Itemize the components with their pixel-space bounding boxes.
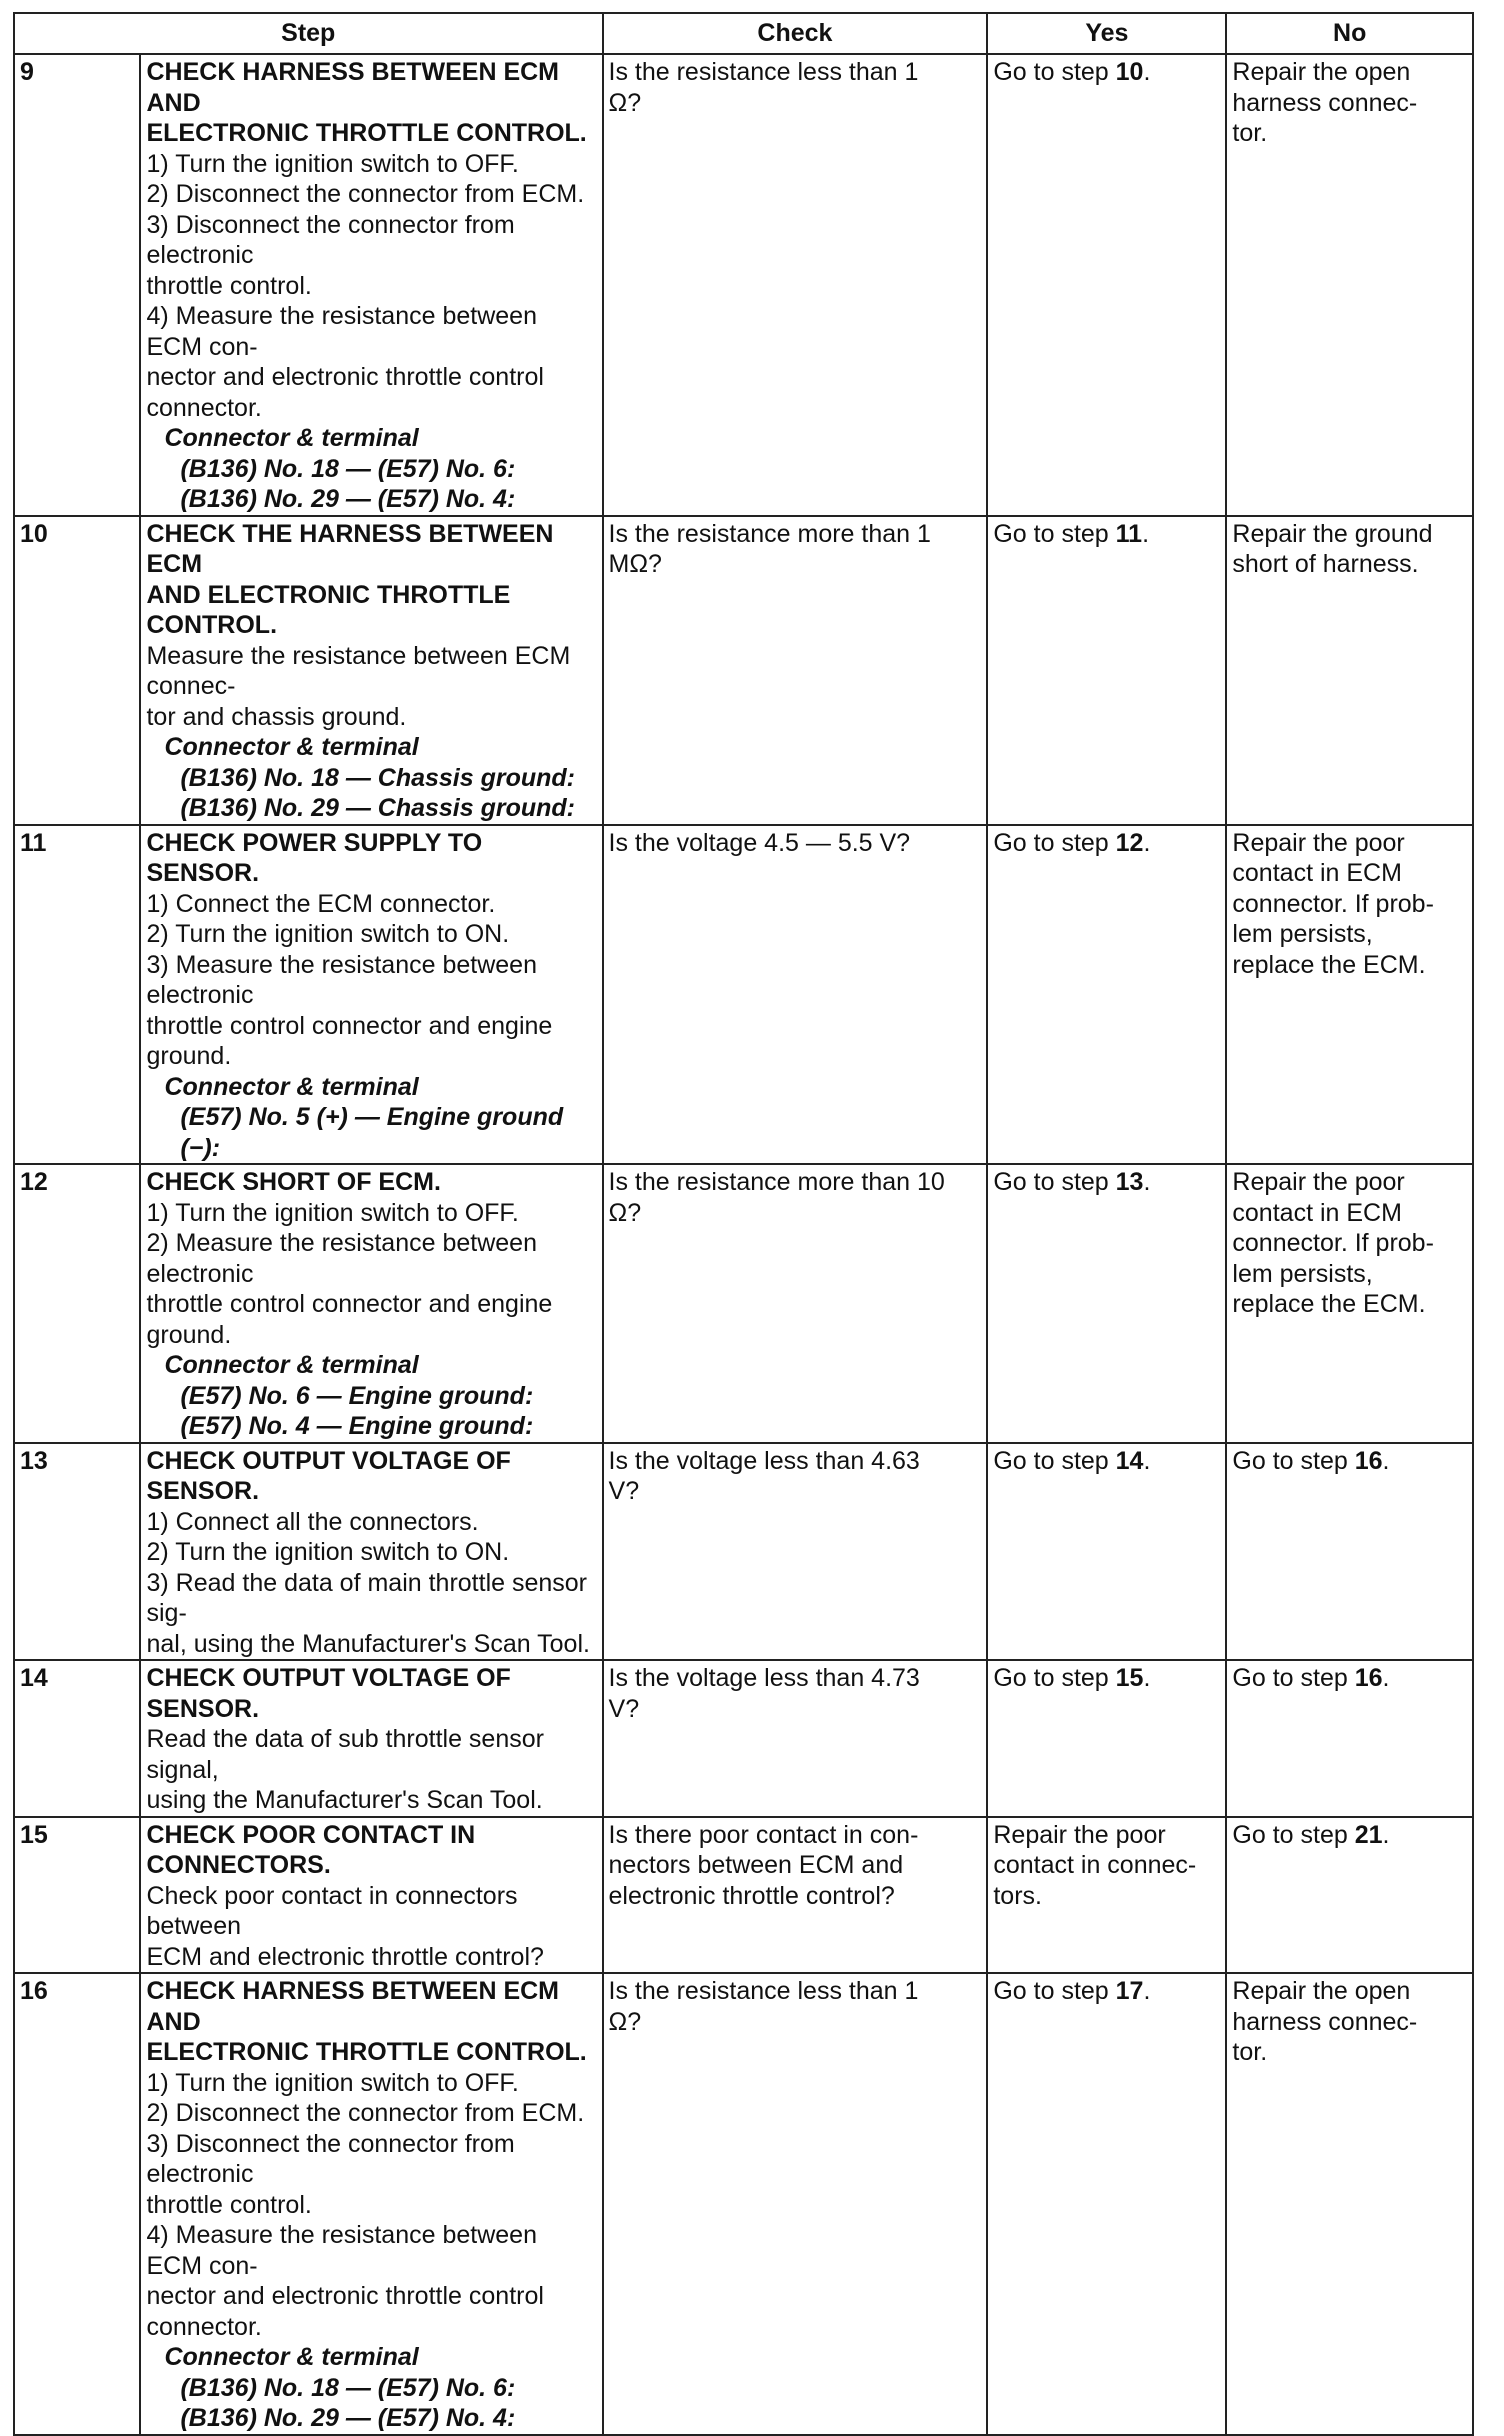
yes-action <box>987 1164 1226 1443</box>
yes-action <box>987 1660 1226 1817</box>
no-text: Go to step <box>1232 1446 1355 1475</box>
table-body <box>14 54 1473 2435</box>
no-line: Repair the poor <box>1232 1168 1405 1196</box>
yes-text: Go to step <box>993 519 1116 548</box>
step-title: CHECK OUTPUT VOLTAGE OF SENSOR. <box>146 1664 511 1723</box>
yes-line <box>993 1976 1220 2007</box>
step-number: 12 <box>14 1164 140 1443</box>
no-line: connector. If prob- <box>1232 1229 1434 1257</box>
yes-end: . <box>1143 1446 1151 1475</box>
header-check: Check <box>603 13 988 54</box>
no-line: tor. <box>1232 119 1268 147</box>
step-title: AND ELECTRONIC THROTTLE CONTROL. <box>146 580 511 639</box>
no-line: short of harness. <box>1232 550 1419 578</box>
yes-end: . <box>1143 1977 1151 2005</box>
step-instruction: nal, using the Manufacturer's Scan Tool. <box>146 1629 590 1658</box>
step-instruction: 2) Measure the resistance between electronic <box>146 1229 537 1288</box>
no-line: contact in ECM <box>1232 859 1402 887</box>
no-end: . <box>1382 1664 1390 1692</box>
step-instruction: 2) Disconnect the connector from ECM. <box>146 180 585 208</box>
yes-line <box>993 1446 1220 1477</box>
yes-line <box>993 828 1220 859</box>
step-procedure <box>140 54 602 516</box>
yes-end: . <box>1143 58 1151 86</box>
step-procedure <box>140 516 602 825</box>
step-instruction: throttle control. <box>146 2190 312 2219</box>
check-line: Ω? <box>608 1198 642 1227</box>
step-instruction: throttle control connector and engine ground. <box>146 1290 553 1349</box>
no-end: . <box>1382 1820 1390 1849</box>
check-question <box>603 1817 988 1974</box>
step-number: 15 <box>14 1817 140 1974</box>
check-question <box>603 1973 988 2435</box>
no-line: Repair the open <box>1232 58 1411 86</box>
step-procedure <box>140 1660 602 1817</box>
check-line: Ω? <box>608 2007 642 2036</box>
step-instruction: 4) Measure the resistance between ECM con- <box>146 302 537 361</box>
step-instruction: throttle control. <box>146 271 312 300</box>
yes-action <box>987 1443 1226 1661</box>
step-number: 10 <box>14 516 140 825</box>
step-number: 13 <box>14 1443 140 1661</box>
step-instruction: 4) Measure the resistance between ECM con- <box>146 2221 537 2280</box>
step-number: 11 <box>14 825 140 1165</box>
step-procedure <box>140 1817 602 1974</box>
check-line: Is the resistance more than 1 <box>608 519 931 548</box>
yes-line <box>993 1167 1220 1198</box>
no-line: replace the ECM. <box>1232 1290 1426 1318</box>
yes-line: tors. <box>993 1881 1042 1910</box>
check-question <box>603 1660 988 1817</box>
no-line: tor. <box>1232 2038 1268 2066</box>
yes-line <box>993 57 1220 88</box>
no-line: connector. If prob- <box>1232 889 1434 918</box>
step-instruction: 3) Disconnect the connector from electronic <box>146 210 515 269</box>
table-row <box>14 825 1473 1165</box>
check-line: Is the voltage 4.5 — 5.5 V? <box>608 828 911 857</box>
table-row <box>14 1164 1473 1443</box>
connector-terminal: (E57) No. 6 — Engine ground: <box>180 1381 534 1410</box>
check-line: Is the resistance less than 1 <box>608 1977 919 2005</box>
connector-terminal: (B136) No. 29 — (E57) No. 4: <box>180 485 516 513</box>
yes-line <box>993 1663 1220 1694</box>
yes-line: Repair the poor <box>993 1820 1166 1849</box>
yes-step-ref: 14 <box>1115 1446 1144 1475</box>
step-procedure <box>140 1164 602 1443</box>
step-instruction: Measure the resistance between ECM connec- <box>146 641 571 700</box>
yes-step-ref: 13 <box>1115 1168 1144 1196</box>
step-instruction: 1) Turn the ignition switch to OFF. <box>146 2068 519 2097</box>
no-action <box>1226 54 1473 516</box>
step-instruction: 3) Disconnect the connector from electronic <box>146 2129 515 2188</box>
yes-text: Go to step <box>993 1446 1116 1475</box>
yes-text: Go to step <box>993 1977 1116 2005</box>
yes-step-ref: 15 <box>1115 1664 1144 1692</box>
connector-heading: Connector & terminal <box>164 1072 419 1101</box>
no-action <box>1226 1817 1473 1974</box>
step-title: CHECK OUTPUT VOLTAGE OF SENSOR. <box>146 1446 511 1505</box>
step-number: 9 <box>14 54 140 516</box>
yes-action <box>987 516 1226 825</box>
yes-text: Go to step <box>993 1664 1116 1692</box>
no-line <box>1232 1663 1467 1694</box>
no-action <box>1226 1164 1473 1443</box>
no-line <box>1232 1446 1467 1477</box>
yes-step-ref: 17 <box>1115 1977 1144 2005</box>
header-step: Step <box>14 13 603 54</box>
no-action <box>1226 825 1473 1165</box>
step-instruction: ECM and electronic throttle control? <box>146 1942 544 1971</box>
step-instruction: throttle control connector and engine ground. <box>146 1011 553 1070</box>
step-title: CHECK SHORT OF ECM. <box>146 1168 441 1196</box>
check-line: V? <box>608 1477 640 1505</box>
step-procedure <box>140 1443 602 1661</box>
no-step-ref: 16 <box>1354 1664 1383 1692</box>
step-title: CHECK POWER SUPPLY TO SENSOR. <box>146 828 483 887</box>
step-title: ELECTRONIC THROTTLE CONTROL. <box>146 2038 587 2066</box>
check-line: Is there poor contact in con- <box>608 1820 919 1849</box>
connector-heading: Connector & terminal <box>164 733 419 761</box>
step-instruction: 3) Read the data of main throttle sensor sig- <box>146 1568 588 1627</box>
step-instruction: nector and electronic throttle control connector. <box>146 363 544 422</box>
step-title: CHECK HARNESS BETWEEN ECM AND <box>146 58 560 117</box>
yes-text: Go to step <box>993 1168 1116 1196</box>
yes-text: Go to step <box>993 828 1116 857</box>
yes-end: . <box>1143 1664 1151 1692</box>
step-title: ELECTRONIC THROTTLE CONTROL. <box>146 119 587 147</box>
no-line: harness connec- <box>1232 2007 1418 2036</box>
step-title: CHECK THE HARNESS BETWEEN ECM <box>146 519 554 578</box>
yes-line <box>993 519 1220 550</box>
check-line: MΩ? <box>608 550 662 578</box>
connector-terminal: (E57) No. 4 — Engine ground: <box>180 1412 534 1440</box>
check-line: Is the resistance less than 1 <box>608 58 919 86</box>
yes-action <box>987 1817 1226 1974</box>
no-line: Repair the ground <box>1232 519 1433 548</box>
no-action <box>1226 516 1473 825</box>
step-number: 16 <box>14 1973 140 2435</box>
step-instruction: Read the data of sub throttle sensor signal, <box>146 1725 544 1784</box>
connector-terminal: (B136) No. 18 — (E57) No. 6: <box>180 454 516 483</box>
header-yes: Yes <box>987 13 1226 54</box>
yes-end: . <box>1143 828 1151 857</box>
yes-line: contact in connec- <box>993 1851 1197 1879</box>
connector-heading: Connector & terminal <box>164 1351 419 1379</box>
check-question <box>603 1443 988 1661</box>
step-instruction: tor and chassis ground. <box>146 702 407 731</box>
yes-text: Go to step <box>993 58 1116 86</box>
step-number: 14 <box>14 1660 140 1817</box>
table-row <box>14 1660 1473 1817</box>
no-line: Repair the poor <box>1232 828 1405 857</box>
no-step-ref: 16 <box>1354 1446 1383 1475</box>
yes-action <box>987 1973 1226 2435</box>
connector-terminal: (B136) No. 29 — Chassis ground: <box>180 794 576 822</box>
no-line: harness connec- <box>1232 88 1418 117</box>
table-row <box>14 1973 1473 2435</box>
step-title: CHECK POOR CONTACT IN CONNECTORS. <box>146 1820 476 1879</box>
table-row <box>14 1817 1473 1974</box>
yes-step-ref: 10 <box>1115 58 1144 86</box>
step-instruction: 1) Turn the ignition switch to OFF. <box>146 1198 519 1227</box>
no-action <box>1226 1660 1473 1817</box>
connector-heading: Connector & terminal <box>164 424 419 452</box>
no-line: contact in ECM <box>1232 1198 1402 1227</box>
step-procedure <box>140 825 602 1165</box>
step-title: CHECK HARNESS BETWEEN ECM AND <box>146 1977 560 2036</box>
no-step-ref: 21 <box>1354 1820 1383 1849</box>
step-instruction: 2) Turn the ignition switch to ON. <box>146 920 510 948</box>
no-action <box>1226 1973 1473 2435</box>
check-line: Is the voltage less than 4.63 <box>608 1446 920 1475</box>
check-question <box>603 54 988 516</box>
header-no: No <box>1226 13 1473 54</box>
connector-terminal: (B136) No. 29 — (E57) No. 4: <box>180 2404 516 2432</box>
no-line: lem persists, <box>1232 1259 1373 1288</box>
step-instruction: using the Manufacturer's Scan Tool. <box>146 1786 543 1814</box>
step-instruction: 2) Turn the ignition switch to ON. <box>146 1538 510 1566</box>
no-text: Go to step <box>1232 1820 1355 1849</box>
table-row <box>14 1443 1473 1661</box>
table-row <box>14 516 1473 825</box>
yes-step-ref: 11 <box>1115 519 1143 548</box>
check-question <box>603 825 988 1165</box>
step-instruction: 2) Disconnect the connector from ECM. <box>146 2099 585 2127</box>
diagnostic-table <box>13 12 1474 2436</box>
check-question <box>603 1164 988 1443</box>
check-line: nectors between ECM and <box>608 1851 904 1879</box>
no-action <box>1226 1443 1473 1661</box>
check-line: Ω? <box>608 88 642 117</box>
step-instruction: nector and electronic throttle control connector. <box>146 2282 544 2341</box>
check-line: Is the resistance more than 10 <box>608 1168 945 1196</box>
yes-end: . <box>1142 519 1150 548</box>
no-end: . <box>1382 1446 1390 1475</box>
yes-action <box>987 825 1226 1165</box>
step-instruction: Check poor contact in connectors between <box>146 1881 518 1940</box>
connector-terminal: (B136) No. 18 — Chassis ground: <box>180 763 576 792</box>
header-row <box>14 13 1473 54</box>
step-instruction: 1) Turn the ignition switch to OFF. <box>146 149 519 178</box>
check-line: V? <box>608 1694 640 1723</box>
step-instruction: 3) Measure the resistance between electronic <box>146 950 537 1009</box>
step-procedure <box>140 1973 602 2435</box>
step-instruction: 1) Connect the ECM connector. <box>146 889 496 918</box>
no-text: Go to step <box>1232 1664 1355 1692</box>
yes-action <box>987 54 1226 516</box>
no-line: replace the ECM. <box>1232 950 1426 979</box>
yes-end: . <box>1143 1168 1151 1196</box>
step-instruction: 1) Connect all the connectors. <box>146 1507 479 1536</box>
connector-terminal: (E57) No. 5 (+) — Engine ground (−): <box>180 1103 564 1162</box>
table-row <box>14 54 1473 516</box>
check-line: Is the voltage less than 4.73 <box>608 1664 920 1692</box>
no-line <box>1232 1820 1467 1851</box>
check-question <box>603 516 988 825</box>
yes-step-ref: 12 <box>1115 828 1144 857</box>
no-line: lem persists, <box>1232 920 1373 948</box>
connector-heading: Connector & terminal <box>164 2343 419 2371</box>
no-line: Repair the open <box>1232 1977 1411 2005</box>
connector-terminal: (B136) No. 18 — (E57) No. 6: <box>180 2373 516 2402</box>
check-line: electronic throttle control? <box>608 1881 895 1910</box>
